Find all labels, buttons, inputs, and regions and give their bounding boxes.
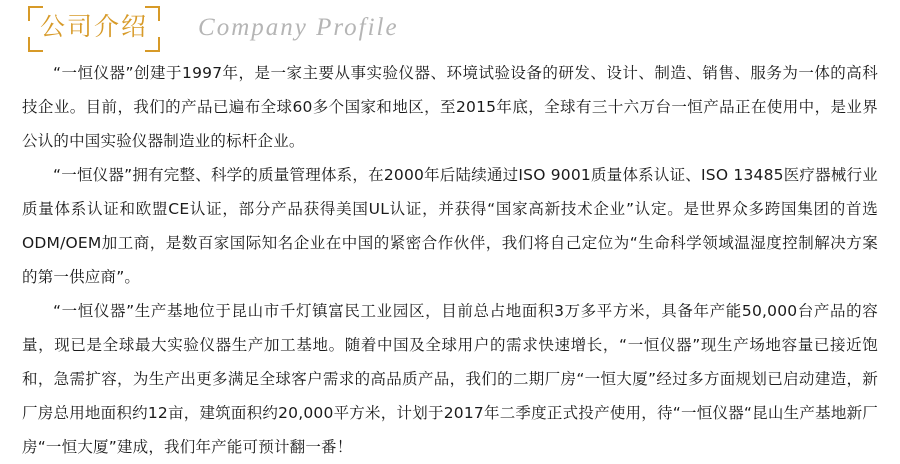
paragraph-2: “一恒仪器”拥有完整、科学的质量管理体系，在2000年后陆续通过ISO 9001质量体系认证、ISO 13485医疗器械行业质量体系认证和欧盟CE认证，部分产品获得美国UL认证，并获得“国家高新技术企业”认定。是世界众多跨国集团的首选ODM/OEM加工商，是数百家国际知名企业在中国的紧密合作伙伴，我们将自己定位为“生命科学领域温湿度控制解决方案的第一供应商”。 bbox=[22, 166, 878, 286]
corner-bracket-top-left-icon bbox=[28, 6, 43, 21]
page-title: 公司介绍 bbox=[40, 12, 149, 41]
paragraph-3: “一恒仪器”生产基地位于昆山市千灯镇富民工业园区，目前总占地面积3万多平方米，具备年产能50,000台产品的容量，现已是全球最大实验仪器生产加工基地。随着中国及全球用户的需求快速增长，“一恒仪器”现生产场地容量已接近饱和，急需扩容，为生产出更多满足全球客户需求的高品质产品，我们的二期厂房“一恒大厦”经过多方面规划已启动建造，新厂房总用地面积约12亩，建筑面积约20,000平方米，计划于2017年二季度正式投产使用，待“一恒仪器“昆山生产基地新厂房“一恒大厦”建成，我们年产能可预计翻一番！ bbox=[22, 302, 878, 456]
section-header bbox=[0, 0, 900, 50]
corner-bracket-bottom-left-icon bbox=[28, 37, 43, 52]
paragraph-1: “一恒仪器”创建于1997年，是一家主要从事实验仪器、环境试验设备的研发、设计、制造、销售、服务为一体的高科技企业。目前，我们的产品已遍布全球60多个国家和地区，至2015年底，全球有三十六万台一恒产品正在使用中，是业界公认的中国实验仪器制造业的标杆企业。 bbox=[22, 64, 878, 150]
corner-bracket-top-right-icon bbox=[145, 6, 160, 21]
page-subtitle-english: Company Profile bbox=[198, 14, 399, 41]
corner-bracket-bottom-right-icon bbox=[145, 37, 160, 52]
profile-content bbox=[0, 50, 900, 464]
section-title-cn-box bbox=[30, 10, 158, 46]
